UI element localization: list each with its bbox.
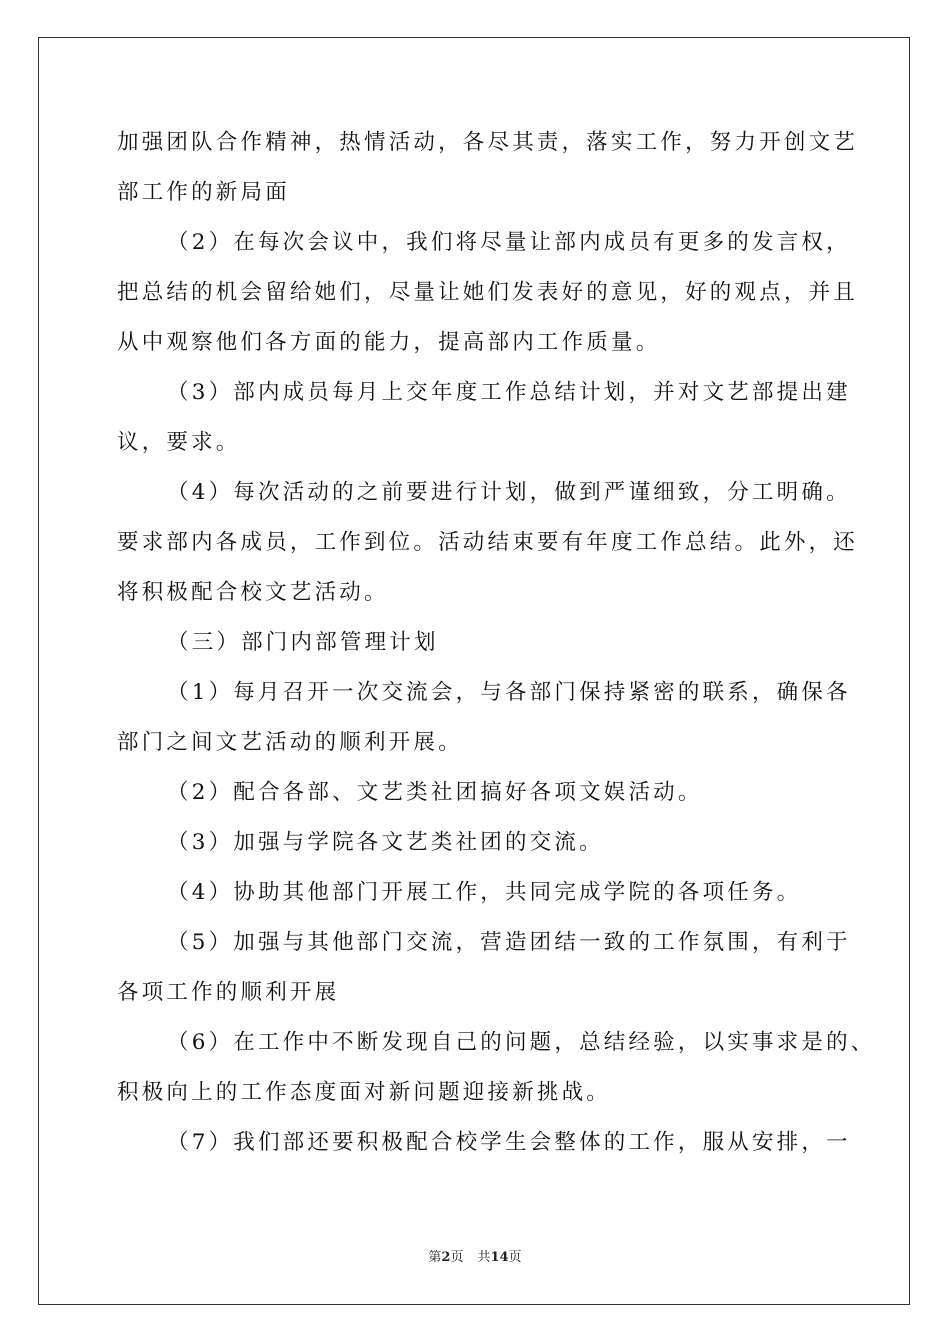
paragraph-line: 从中观察他们各方面的能力，提高部内工作质量。 [117, 330, 661, 355]
paragraph-line: （2）配合各部、文艺类社团搞好各项文娱活动。 [167, 780, 703, 805]
paragraph-line: 积极向上的工作态度面对新问题迎接新挑战。 [117, 1080, 612, 1105]
paragraph-line: 将积极配合校文艺活动。 [117, 580, 389, 605]
section-heading: （三）部门内部管理计划 [167, 630, 439, 655]
page-suffix: 页 [450, 1250, 464, 1265]
paragraph-line: 各项工作的顺利开展 [117, 980, 340, 1005]
paragraph-line: （4）每次活动的之前要进行计划，做到严谨细致，分工明确。 [167, 480, 851, 505]
page-number: 2 [441, 1250, 451, 1265]
paragraph-line: 加强团队合作精神，热情活动，各尽其责，落实工作，努力开创文艺 [117, 130, 859, 155]
paragraph-line: （3）部内成员每月上交年度工作总结计划，并对文艺部提出建 [167, 380, 851, 405]
paragraph-line: （1）每月召开一次交流会，与各部门保持紧密的联系，确保各 [167, 680, 851, 705]
page-footer [0, 1246, 950, 1265]
paragraph-line: （3）加强与学院各文艺类社团的交流。 [167, 830, 604, 855]
total-prefix: 共 [477, 1250, 491, 1265]
total-suffix: 页 [508, 1250, 522, 1265]
paragraph-line: （6）在工作中不断发现自己的问题，总结经验，以实事求是的、 [167, 1030, 876, 1055]
paragraph-line: 要求部内各成员，工作到位。活动结束要有年度工作总结。此外，还 [117, 530, 859, 555]
paragraph-line: 部工作的新局面 [117, 180, 290, 205]
paragraph-line: 把总结的机会留给她们，尽量让她们发表好的意见，好的观点，并且 [117, 280, 859, 305]
total-pages: 14 [490, 1250, 509, 1265]
paragraph-line: 部门之间文艺活动的顺利开展。 [117, 730, 463, 755]
page-prefix: 第 [428, 1250, 442, 1265]
paragraph-line: （2）在每次会议中，我们将尽量让部内成员有更多的发言权， [167, 230, 851, 255]
paragraph-line: （4）协助其他部门开展工作，共同完成学院的各项任务。 [167, 880, 802, 905]
paragraph-line: （5）加强与其他部门交流，营造团结一致的工作氛围，有利于 [167, 930, 851, 955]
paragraph-line: （7）我们部还要积极配合校学生会整体的工作，服从安排，一 [167, 1130, 851, 1155]
paragraph-line: 议，要求。 [117, 430, 241, 455]
